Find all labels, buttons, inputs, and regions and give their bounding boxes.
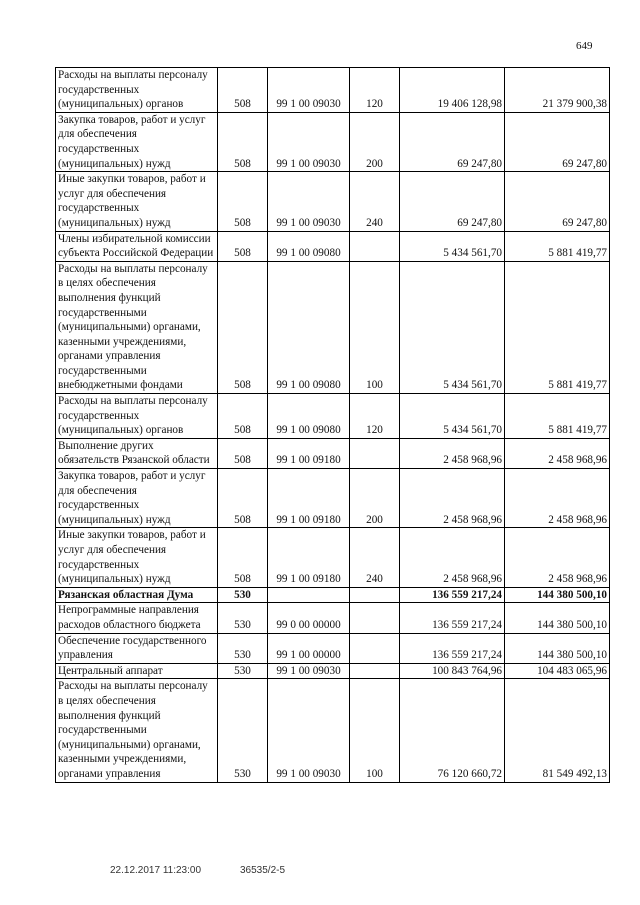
row-dept-cell: 508 [218, 528, 268, 587]
row-sum-2018-cell: 5 434 561,70 [400, 231, 505, 261]
row-dept-cell: 508 [218, 438, 268, 468]
row-name-cell: Члены избирательной комиссии субъекта Российской Федерации [56, 231, 218, 261]
table-row [56, 663, 610, 679]
row-sum-2019-cell: 21 379 900,38 [505, 68, 610, 113]
row-dept-cell: 508 [218, 112, 268, 171]
budget-table [55, 67, 610, 783]
row-sum-2018-cell: 2 458 968,96 [400, 469, 505, 528]
row-vr-cell [350, 587, 400, 603]
row-csr-cell: 99 1 00 09080 [268, 231, 350, 261]
table-row [56, 438, 610, 468]
row-dept-cell: 508 [218, 68, 268, 113]
row-name-cell: Иные закупки товаров, работ и услуг для обеспечения государственных (муниципальных) нужд [56, 172, 218, 231]
row-sum-2019-cell: 104 483 065,96 [505, 663, 610, 679]
table-row [56, 231, 610, 261]
row-csr-cell: 99 1 00 09180 [268, 528, 350, 587]
row-sum-2019-cell: 144 380 500,10 [505, 603, 610, 633]
row-vr-cell: 100 [350, 679, 400, 782]
row-name-cell: Непрограммные направления расходов областного бюджета [56, 603, 218, 633]
page-number: 649 [576, 40, 593, 52]
row-sum-2019-cell: 69 247,80 [505, 172, 610, 231]
row-csr-cell: 99 1 00 09030 [268, 68, 350, 113]
row-sum-2018-cell: 19 406 128,98 [400, 68, 505, 113]
table-row [56, 528, 610, 587]
row-sum-2019-cell: 5 881 419,77 [505, 231, 610, 261]
row-vr-cell [350, 603, 400, 633]
row-sum-2019-cell: 5 881 419,77 [505, 261, 610, 393]
row-name-cell: Рязанская областная Дума [56, 587, 218, 603]
row-csr-cell: 99 1 00 09030 [268, 679, 350, 782]
table-row [56, 261, 610, 393]
row-sum-2019-cell: 2 458 968,96 [505, 528, 610, 587]
row-sum-2019-cell: 69 247,80 [505, 112, 610, 171]
row-dept-cell: 530 [218, 633, 268, 663]
row-csr-cell: 99 1 00 09080 [268, 394, 350, 439]
row-sum-2019-cell: 144 380 500,10 [505, 633, 610, 663]
row-sum-2018-cell: 69 247,80 [400, 172, 505, 231]
row-dept-cell: 530 [218, 663, 268, 679]
table-row [56, 469, 610, 528]
row-csr-cell: 99 1 00 09180 [268, 438, 350, 468]
row-name-cell: Центральный аппарат [56, 663, 218, 679]
row-name-cell: Закупка товаров, работ и услуг для обеспечения государственных (муниципальных) нужд [56, 112, 218, 171]
row-dept-cell: 530 [218, 587, 268, 603]
table-row [56, 587, 610, 603]
table-row [56, 172, 610, 231]
row-vr-cell [350, 663, 400, 679]
row-vr-cell: 100 [350, 261, 400, 393]
row-name-cell: Выполнение других обязательств Рязанской области [56, 438, 218, 468]
row-name-cell: Расходы на выплаты персоналу в целях обеспечения выполнения функций государственными (муниципальными) органами, казенными учреждениями, органами управления государственными внебюджетными фондами [56, 261, 218, 393]
row-csr-cell: 99 1 00 09030 [268, 172, 350, 231]
row-dept-cell: 508 [218, 469, 268, 528]
table-row [56, 394, 610, 439]
row-sum-2018-cell: 69 247,80 [400, 112, 505, 171]
row-name-cell: Закупка товаров, работ и услуг для обеспечения государственных (муниципальных) нужд [56, 469, 218, 528]
table-row [56, 679, 610, 782]
row-csr-cell: 99 1 00 00000 [268, 633, 350, 663]
row-name-cell: Расходы на выплаты персоналу в целях обеспечения выполнения функций государственными (муниципальными) органами, казенными учреждениями, органами управления [56, 679, 218, 782]
row-csr-cell [268, 587, 350, 603]
footer-doc-id: 36535/2-5 [240, 865, 286, 876]
row-dept-cell: 508 [218, 231, 268, 261]
row-csr-cell: 99 0 00 00000 [268, 603, 350, 633]
row-sum-2019-cell: 81 549 492,13 [505, 679, 610, 782]
row-sum-2019-cell: 2 458 968,96 [505, 438, 610, 468]
row-vr-cell: 200 [350, 112, 400, 171]
row-sum-2018-cell: 5 434 561,70 [400, 394, 505, 439]
row-sum-2018-cell: 2 458 968,96 [400, 528, 505, 587]
row-name-cell: Обеспечение государственного управления [56, 633, 218, 663]
row-vr-cell: 240 [350, 172, 400, 231]
row-vr-cell: 120 [350, 394, 400, 439]
row-sum-2018-cell: 100 843 764,96 [400, 663, 505, 679]
row-sum-2019-cell: 144 380 500,10 [505, 587, 610, 603]
table-row [56, 112, 610, 171]
row-sum-2018-cell: 76 120 660,72 [400, 679, 505, 782]
row-sum-2019-cell: 2 458 968,96 [505, 469, 610, 528]
table-row [56, 603, 610, 633]
row-name-cell: Расходы на выплаты персоналу государственных (муниципальных) органов [56, 68, 218, 113]
table-row [56, 68, 610, 113]
row-sum-2018-cell: 136 559 217,24 [400, 633, 505, 663]
table-row [56, 633, 610, 663]
row-dept-cell: 508 [218, 394, 268, 439]
row-csr-cell: 99 1 00 09180 [268, 469, 350, 528]
row-vr-cell [350, 438, 400, 468]
row-sum-2018-cell: 2 458 968,96 [400, 438, 505, 468]
row-vr-cell: 200 [350, 469, 400, 528]
row-dept-cell: 508 [218, 261, 268, 393]
row-name-cell: Иные закупки товаров, работ и услуг для обеспечения государственных (муниципальных) нужд [56, 528, 218, 587]
row-dept-cell: 530 [218, 603, 268, 633]
row-dept-cell: 508 [218, 172, 268, 231]
row-vr-cell: 240 [350, 528, 400, 587]
row-vr-cell: 120 [350, 68, 400, 113]
row-csr-cell: 99 1 00 09080 [268, 261, 350, 393]
row-csr-cell: 99 1 00 09030 [268, 112, 350, 171]
row-sum-2018-cell: 5 434 561,70 [400, 261, 505, 393]
row-vr-cell [350, 633, 400, 663]
row-dept-cell: 530 [218, 679, 268, 782]
row-sum-2019-cell: 5 881 419,77 [505, 394, 610, 439]
row-csr-cell: 99 1 00 09030 [268, 663, 350, 679]
row-vr-cell [350, 231, 400, 261]
row-sum-2018-cell: 136 559 217,24 [400, 587, 505, 603]
footer-timestamp: 22.12.2017 11:23:00 [110, 865, 202, 876]
row-name-cell: Расходы на выплаты персоналу государственных (муниципальных) органов [56, 394, 218, 439]
row-sum-2018-cell: 136 559 217,24 [400, 603, 505, 633]
